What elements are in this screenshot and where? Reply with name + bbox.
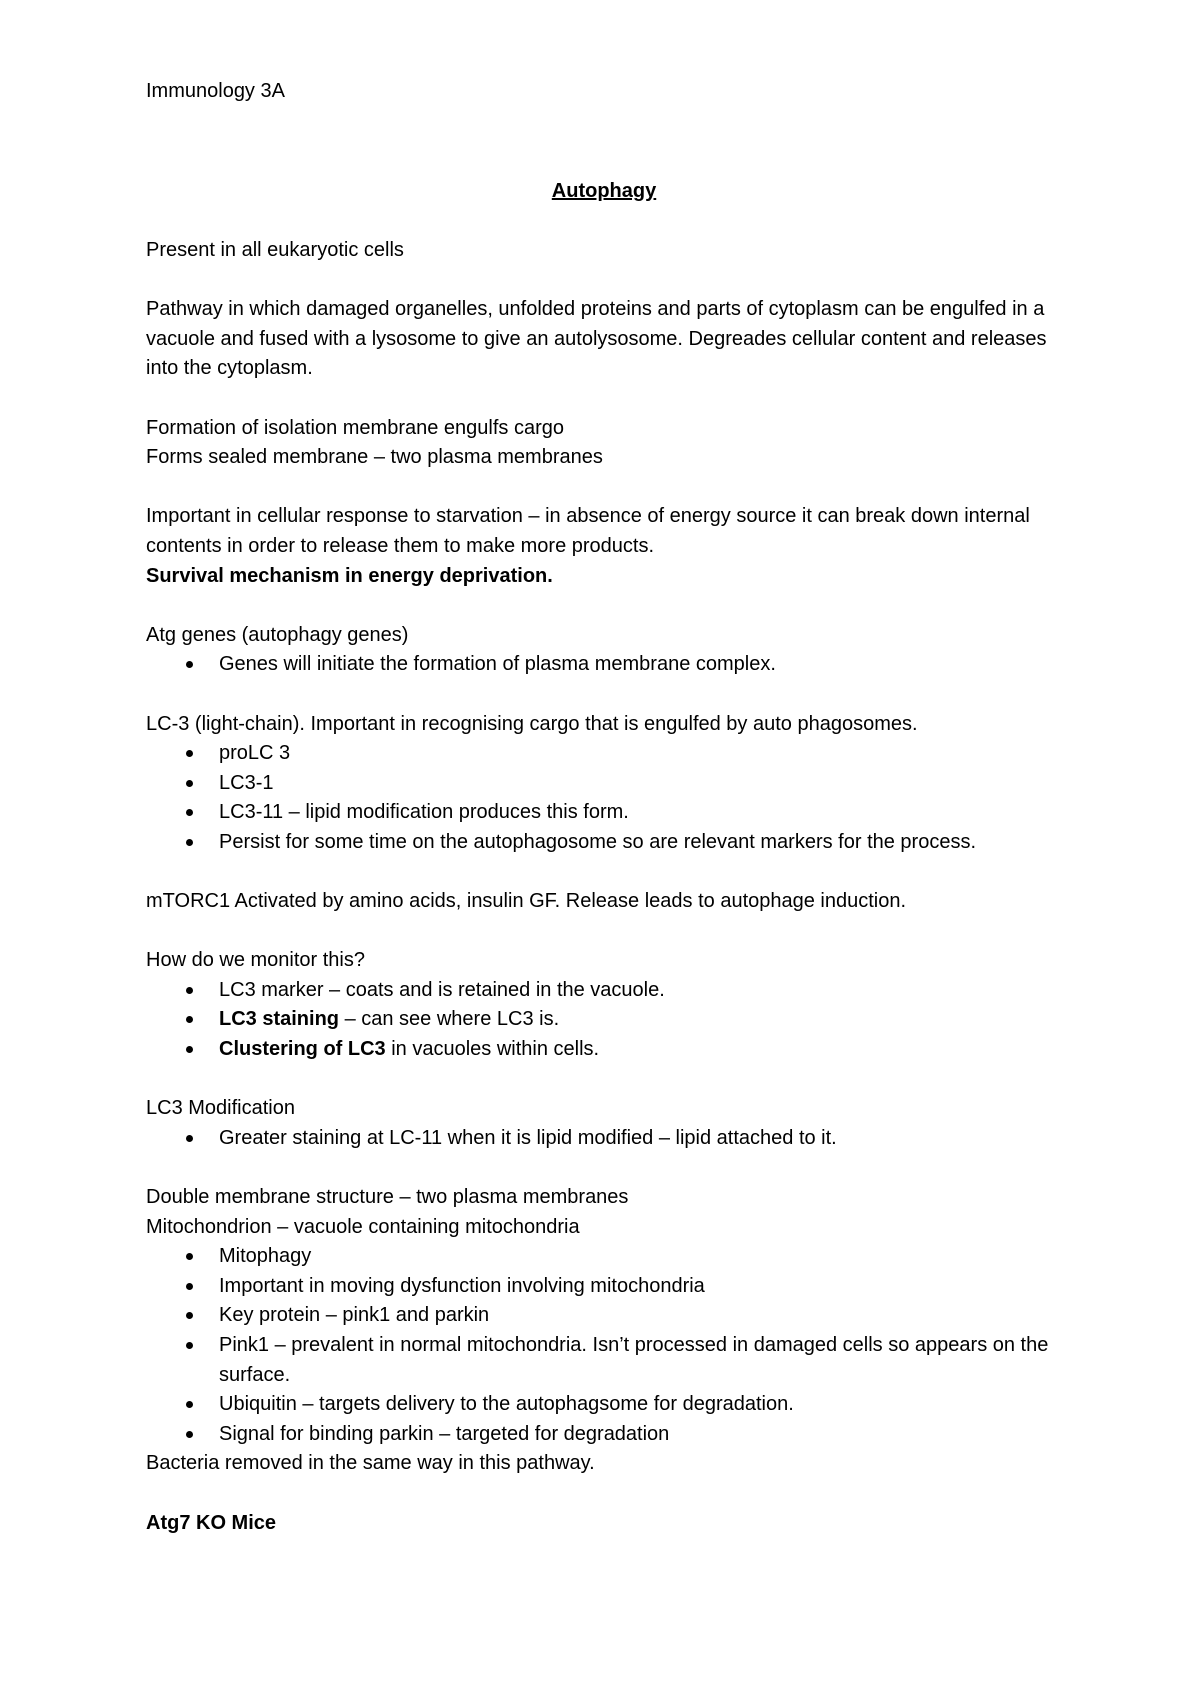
modification-list: [146, 1124, 1076, 1154]
bacteria-line: Bacteria removed in the same way in this pathway.: [146, 1452, 595, 1475]
bullet-icon: [186, 1431, 193, 1438]
list-item: Genes will initiate the formation of plasma membrane complex.: [146, 650, 1076, 680]
bullet-icon: [186, 1312, 193, 1319]
list-item: Mitophagy: [146, 1242, 1076, 1272]
list-item: Greater staining at LC-11 when it is lipid modified – lipid attached to it.: [146, 1124, 1076, 1154]
mitochondria-list: [146, 1242, 1076, 1449]
lc3-heading: LC-3 (light-chain). Important in recognising cargo that is engulfed by auto phagosomes.: [146, 712, 918, 735]
bullet-icon: [186, 661, 193, 668]
atg-heading: Atg genes (autophagy genes): [146, 623, 409, 646]
list-item: LC3-11 – lipid modification produces this form.: [146, 798, 1076, 828]
course-header: Immunology 3A: [146, 80, 285, 102]
isolation-line-2: Forms sealed membrane – two plasma membranes: [146, 446, 603, 469]
isolation-line-1: Formation of isolation membrane engulfs cargo: [146, 416, 564, 439]
list-item: Clustering of LC3 in vacuoles within cells.: [146, 1035, 1076, 1065]
mtorc-line: mTORC1 Activated by amino acids, insulin GF. Release leads to autophage induction.: [146, 890, 907, 913]
list-item: Pink1 – prevalent in normal mitochondria. Isn’t processed in damaged cells so appears on the surface.: [146, 1331, 1076, 1390]
bullet-icon: [186, 839, 193, 846]
monitor-list: [146, 976, 1076, 1065]
atg-list: [146, 650, 1076, 680]
bullet-icon: [186, 1135, 193, 1142]
page-title: Autophagy: [551, 180, 657, 202]
bullet-icon: [186, 1016, 193, 1023]
bullet-icon: [186, 1342, 193, 1349]
list-item: LC3 staining – can see where LC3 is.: [146, 1005, 1076, 1035]
intro-line: Present in all eukaryotic cells: [146, 239, 404, 261]
pathway-paragraph: Pathway in which damaged organelles, unfolded proteins and parts of cytoplasm can be engulfed in a vacuole and fused with a lysosome to give an autolysosome. Degreades cellular content and releases into the cytoplasm.: [146, 298, 1047, 380]
list-item: LC3-1: [146, 769, 1076, 799]
list-item: Key protein – pink1 and parkin: [146, 1301, 1076, 1331]
survival-statement: Survival mechanism in energy deprivation.: [146, 564, 553, 587]
monitor-heading: How do we monitor this?: [146, 949, 365, 972]
list-item: Signal for binding parkin – targeted for degradation: [146, 1420, 1076, 1450]
starvation-paragraph: Important in cellular response to starvation – in absence of energy source it can break down internal contents in order to release them to make more products.: [146, 505, 1030, 557]
bullet-icon: [186, 1253, 193, 1260]
bullet-icon: [186, 1283, 193, 1290]
atg7-heading: Atg7 KO Mice: [146, 1511, 277, 1534]
list-item: Persist for some time on the autophagosome so are relevant markers for the process.: [146, 828, 1076, 858]
bullet-icon: [186, 1046, 193, 1053]
double-membrane-line: Double membrane structure – two plasma membranes: [146, 1186, 629, 1208]
bullet-icon: [186, 1401, 193, 1408]
mitochondrion-line: Mitochondrion – vacuole containing mitochondria: [146, 1215, 580, 1238]
list-item: Ubiquitin – targets delivery to the autophagsome for degradation.: [146, 1390, 1076, 1420]
list-item: LC3 marker – coats and is retained in the vacuole.: [146, 976, 1076, 1006]
bullet-icon: [186, 809, 193, 816]
list-item: proLC 3: [146, 739, 1076, 769]
bullet-icon: [186, 780, 193, 787]
document-body: [146, 236, 1076, 1538]
bullet-icon: [186, 987, 193, 994]
modification-heading: LC3 Modification: [146, 1097, 295, 1120]
lc3-list: [146, 739, 1076, 857]
list-item: Important in moving dysfunction involving mitochondria: [146, 1272, 1076, 1302]
bullet-icon: [186, 750, 193, 757]
